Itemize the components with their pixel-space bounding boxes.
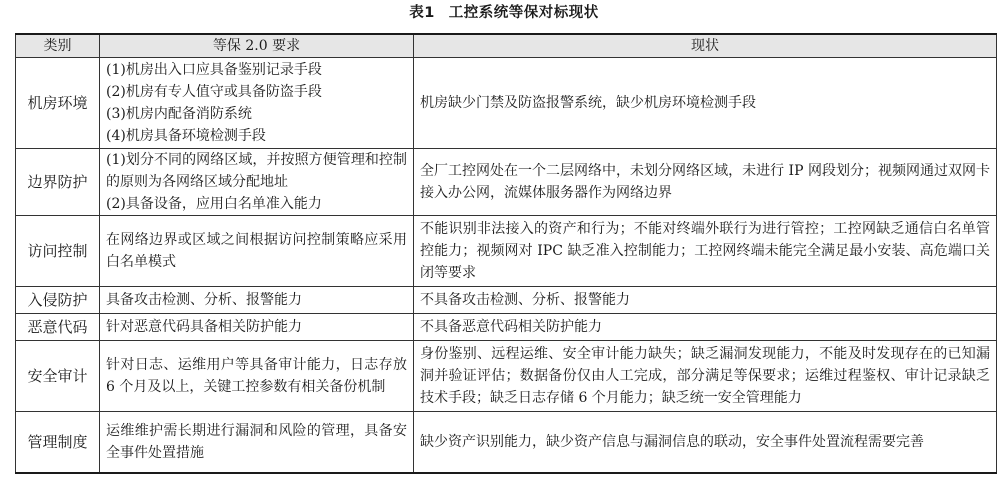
table-row <box>16 149 997 216</box>
requirement-item: (2)具备设备，应用白名单准入能力 <box>106 196 322 212</box>
category-cell: 访问控制 <box>16 216 100 287</box>
requirement-item: 在网络边界或区域之间根据访问控制策略应采用白名单模式 <box>106 232 407 270</box>
requirement-item: (1)划分不同的网络区域，并按照方便管理和控制的原则为各网络区域分配地址 <box>106 152 407 190</box>
requirement-cell <box>100 341 414 412</box>
table-row <box>16 341 997 412</box>
category-cell: 边界防护 <box>16 149 100 216</box>
table-row <box>16 412 997 474</box>
status-cell: 缺少资产识别能力，缺少资产信息与漏洞信息的联动，安全事件处置流程需要完善 <box>414 412 997 474</box>
requirement-item: (2)机房有专人值守或具备防盗手段 <box>106 84 322 100</box>
requirement-cell <box>100 287 414 314</box>
requirement-cell <box>100 149 414 216</box>
requirement-item: (1)机房出入口应具备鉴别记录手段 <box>106 62 322 78</box>
requirement-cell <box>100 216 414 287</box>
requirement-item: (4)机房具备环境检测手段 <box>106 128 266 144</box>
status-cell: 全厂工控网处在一个二层网络中，未划分网络区域，未进行 IP 网段划分；视频网通过双网卡接入办公网，流媒体服务器作为网络边界 <box>414 149 997 216</box>
category-cell: 安全审计 <box>16 341 100 412</box>
table-row <box>16 314 997 341</box>
category-cell: 恶意代码 <box>16 314 100 341</box>
requirement-cell <box>100 314 414 341</box>
header-requirement: 等保 2.0 要求 <box>100 34 414 58</box>
requirement-cell <box>100 412 414 474</box>
status-cell: 不具备恶意代码相关防护能力 <box>414 314 997 341</box>
status-cell: 机房缺少门禁及防盗报警系统，缺少机房环境检测手段 <box>414 58 997 149</box>
status-cell: 不具备攻击检测、分析、报警能力 <box>414 287 997 314</box>
table-row <box>16 216 997 287</box>
category-cell: 管理制度 <box>16 412 100 474</box>
category-cell: 入侵防护 <box>16 287 100 314</box>
header-row <box>16 34 997 58</box>
requirement-item: (3)机房内配备消防系统 <box>106 106 252 122</box>
table-row <box>16 287 997 314</box>
compliance-table <box>15 33 997 474</box>
header-category: 类别 <box>16 34 100 58</box>
table-title: 工控系统等保对标现状 <box>448 5 599 21</box>
requirement-item: 针对日志、运维用户等具备审计能力，日志存放 6 个月及以上，关键工控参数有相关备份机制 <box>106 357 407 395</box>
requirement-cell <box>100 58 414 149</box>
requirement-item: 具备攻击检测、分析、报警能力 <box>106 292 302 308</box>
requirement-item: 针对恶意代码具备相关防护能力 <box>106 319 302 335</box>
table-row <box>16 58 997 149</box>
table-number: 表1 <box>409 5 435 21</box>
category-cell: 机房环境 <box>16 58 100 149</box>
table-caption <box>0 3 1008 23</box>
status-cell: 身份鉴别、远程运维、安全审计能力缺失；缺乏漏洞发现能力，不能及时发现存在的已知漏洞并验证评估；数据备份仅由人工完成，部分满足等保要求；运维过程鉴权、审计记录缺乏技术手段；缺乏日志存储 6 个月能力；缺乏统一安全管理能力 <box>414 341 997 412</box>
status-cell: 不能识别非法接入的资产和行为；不能对终端外联行为进行管控；工控网缺乏通信白名单管控能力；视频网对 IPC 缺乏准入控制能力；工控网终端未能完全满足最小安装、高危端口关闭等要求 <box>414 216 997 287</box>
requirement-item: 运维维护需长期进行漏洞和风险的管理，具备安全事件处置措施 <box>106 423 407 461</box>
header-status: 现状 <box>414 34 997 58</box>
